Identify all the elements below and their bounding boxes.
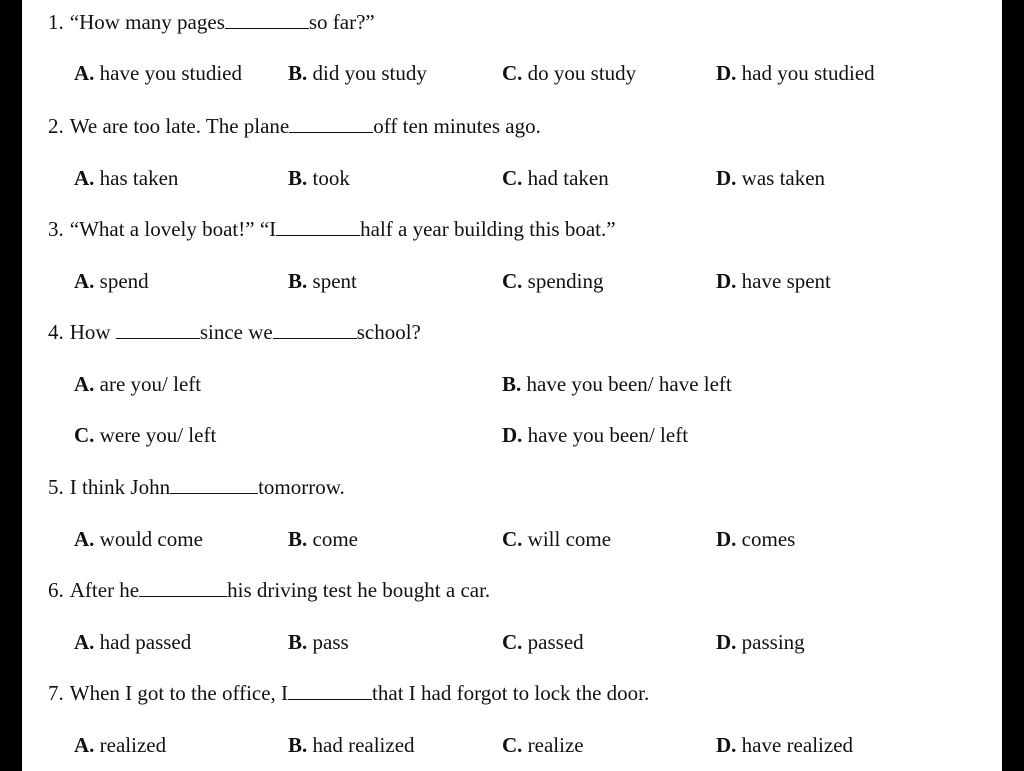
option-d[interactable] (716, 165, 825, 191)
option-text: do you study (527, 61, 637, 85)
option-text: are you/ left (99, 372, 202, 396)
question-number: 2. (48, 114, 64, 138)
question-4 (48, 319, 1024, 345)
option-b[interactable] (288, 165, 350, 191)
answer-blank[interactable] (116, 319, 200, 339)
option-text: did you study (312, 61, 427, 85)
question-text: After he (69, 578, 140, 602)
option-text: have realized (741, 733, 854, 757)
option-letter: A. (74, 527, 95, 551)
option-letter: B. (288, 166, 308, 190)
option-d[interactable] (502, 422, 688, 448)
option-text: took (312, 166, 350, 190)
option-b[interactable] (288, 526, 358, 552)
option-text: comes (741, 527, 796, 551)
option-d[interactable] (716, 629, 805, 655)
option-letter: B. (288, 630, 308, 654)
option-b[interactable] (288, 629, 349, 655)
question-number: 1. (48, 10, 64, 34)
question-text: How (69, 320, 111, 344)
answer-blank[interactable] (139, 577, 227, 597)
question-text: When I got to the office, I (69, 681, 289, 705)
question-text: I think John (69, 475, 171, 499)
option-b[interactable] (502, 371, 732, 397)
option-text: had you studied (741, 61, 875, 85)
option-c[interactable] (502, 526, 611, 552)
option-text: have you been/ have left (526, 372, 732, 396)
question-text: We are too late. The plane (69, 114, 290, 138)
option-text: spend (99, 269, 149, 293)
option-letter: C. (502, 527, 523, 551)
question-6 (48, 577, 1024, 603)
option-c[interactable] (502, 268, 604, 294)
option-d[interactable] (716, 268, 831, 294)
option-text: was taken (741, 166, 826, 190)
option-letter: D. (716, 733, 737, 757)
option-text: passed (527, 630, 584, 654)
answer-blank[interactable] (288, 680, 372, 700)
option-text: has taken (99, 166, 179, 190)
question-2 (48, 113, 1024, 139)
option-text: were you/ left (99, 423, 217, 447)
option-text: had realized (312, 733, 415, 757)
option-c[interactable] (502, 732, 584, 758)
option-letter: D. (502, 423, 523, 447)
option-text: would come (99, 527, 203, 551)
question-text: school? (356, 320, 421, 344)
option-text: will come (527, 527, 612, 551)
question-number: 6. (48, 578, 64, 602)
option-letter: A. (74, 61, 95, 85)
option-b[interactable] (288, 268, 357, 294)
option-letter: A. (74, 372, 95, 396)
option-c[interactable] (502, 165, 609, 191)
question-text: since we (199, 320, 273, 344)
option-letter: A. (74, 269, 95, 293)
question-text: “What a lovely boat!” “I (69, 217, 277, 241)
question-1 (48, 9, 1024, 35)
option-text: had taken (527, 166, 609, 190)
option-a[interactable] (74, 165, 178, 191)
option-c[interactable] (502, 629, 584, 655)
question-number: 5. (48, 475, 64, 499)
question-number: 7. (48, 681, 64, 705)
option-text: realize (527, 733, 584, 757)
worksheet-page (22, 0, 1002, 771)
option-text: had passed (99, 630, 192, 654)
option-text: pass (312, 630, 349, 654)
option-letter: A. (74, 166, 95, 190)
option-letter: C. (502, 269, 523, 293)
answer-blank[interactable] (170, 474, 258, 494)
answer-blank[interactable] (225, 9, 309, 29)
option-letter: D. (716, 527, 737, 551)
option-b[interactable] (288, 60, 427, 86)
question-text: half a year building this boat.” (360, 217, 616, 241)
question-3 (48, 216, 1024, 242)
option-a[interactable] (74, 629, 191, 655)
option-text: come (312, 527, 358, 551)
option-letter: C. (74, 423, 95, 447)
question-number: 3. (48, 217, 64, 241)
question-text: that I had forgot to lock the door. (372, 681, 650, 705)
option-a[interactable] (74, 60, 242, 86)
question-5 (48, 474, 1024, 500)
answer-blank[interactable] (289, 113, 373, 133)
answer-blank[interactable] (276, 216, 360, 236)
option-text: have spent (741, 269, 831, 293)
option-d[interactable] (716, 526, 795, 552)
option-text: spent (312, 269, 357, 293)
option-a[interactable] (74, 732, 166, 758)
option-text: passing (741, 630, 805, 654)
option-text: realized (99, 733, 167, 757)
option-b[interactable] (288, 732, 415, 758)
option-letter: C. (502, 61, 523, 85)
option-text: spending (527, 269, 604, 293)
option-a[interactable] (74, 371, 201, 397)
option-letter: D. (716, 269, 737, 293)
question-7 (48, 680, 1024, 706)
question-text: off ten minutes ago. (373, 114, 541, 138)
option-letter: A. (74, 733, 95, 757)
option-c[interactable] (74, 422, 216, 448)
option-c[interactable] (502, 60, 636, 86)
option-letter: B. (502, 372, 522, 396)
question-text: “How many pages (69, 10, 225, 34)
answer-blank[interactable] (273, 319, 357, 339)
option-letter: B. (288, 61, 308, 85)
question-text: tomorrow. (258, 475, 345, 499)
option-letter: D. (716, 61, 737, 85)
option-a[interactable] (74, 268, 149, 294)
option-letter: A. (74, 630, 95, 654)
option-letter: D. (716, 630, 737, 654)
question-number: 4. (48, 320, 64, 344)
option-letter: C. (502, 733, 523, 757)
option-letter: D. (716, 166, 737, 190)
option-letter: B. (288, 527, 308, 551)
option-letter: C. (502, 166, 523, 190)
option-d[interactable] (716, 732, 853, 758)
option-text: have you been/ left (527, 423, 689, 447)
option-a[interactable] (74, 526, 203, 552)
question-text: his driving test he bought a car. (227, 578, 491, 602)
question-text: so far?” (308, 10, 375, 34)
option-letter: B. (288, 269, 308, 293)
option-letter: C. (502, 630, 523, 654)
option-d[interactable] (716, 60, 875, 86)
option-text: have you studied (99, 61, 242, 85)
option-letter: B. (288, 733, 308, 757)
